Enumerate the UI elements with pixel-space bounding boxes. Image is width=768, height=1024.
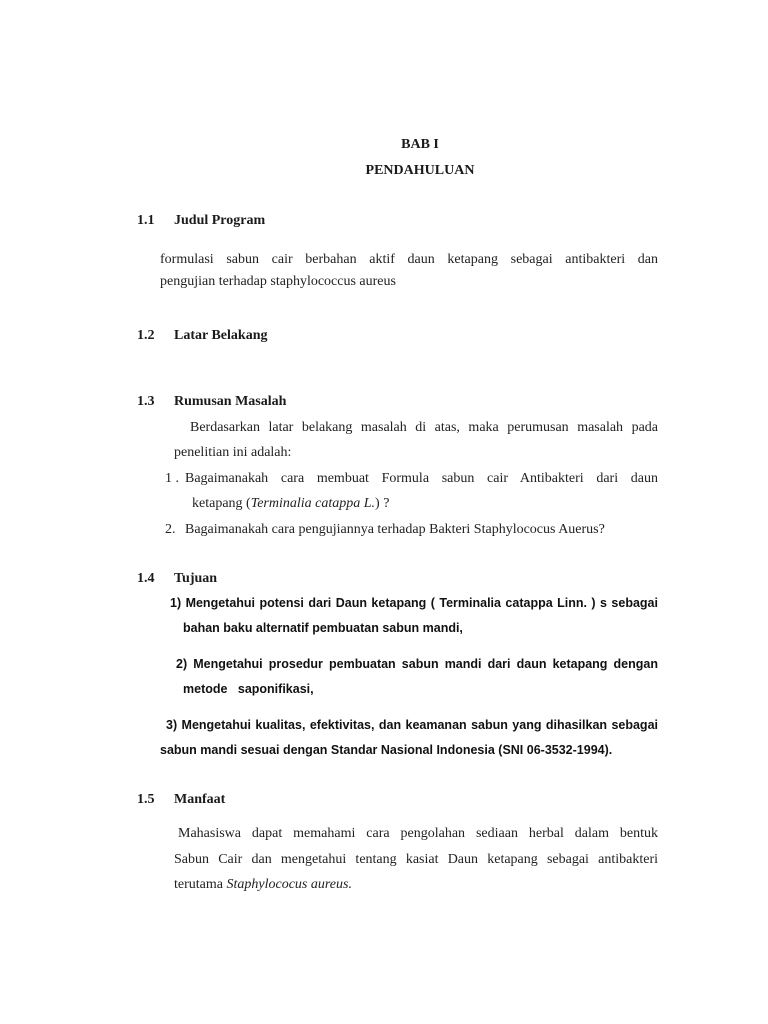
goal-line: 3) Mengetahui kualitas, efektivitas, dan keamanan sabun yang dihasilkan sebagai: [166, 718, 658, 732]
section-number: 1.2: [137, 328, 155, 343]
species-name: Staphylococus aureus.: [226, 877, 352, 892]
paragraph-line: penelitian ini adalah:: [174, 445, 292, 460]
section-heading: Tujuan: [174, 571, 218, 586]
paragraph-line: Sabun Cair dan mengetahui tentang kasiat Daun ketapang sebagai antibakteri: [174, 852, 658, 867]
list-number: 2.: [165, 522, 176, 537]
list-number: 1 .: [165, 471, 179, 486]
section-heading: Manfaat: [174, 792, 226, 807]
chapter-title: BAB I: [401, 137, 439, 152]
paragraph-line: Mahasiswa dapat memahami cara pengolahan sediaan herbal dalam bentuk: [178, 826, 658, 841]
paragraph-line: Berdasarkan latar belakang masalah di atas, maka perumusan masalah pada: [190, 420, 658, 435]
species-name: Terminalia catappa L.: [250, 496, 376, 511]
paragraph-line: [174, 874, 352, 896]
section-number: 1.1: [137, 213, 155, 228]
section-number: 1.4: [137, 571, 155, 586]
text-run: ) ?: [375, 496, 390, 511]
goal-line: bahan baku alternatif pembuatan sabun mandi,: [183, 621, 463, 635]
list-item-line: [192, 493, 389, 515]
goal-line: 1) Mengetahui potensi dari Daun ketapang ( Terminalia catappa Linn. ) s sebagai: [170, 596, 658, 610]
list-item-line: Bagaimanakah cara membuat Formula sabun cair Antibakteri dari daun: [185, 471, 658, 486]
goal-line: 2) Mengetahui prosedur pembuatan sabun mandi dari daun ketapang dengan: [176, 657, 658, 671]
list-item-line: Bagaimanakah cara pengujiannya terhadap Bakteri Staphylococus Auerus?: [185, 522, 605, 537]
section-heading: Judul Program: [174, 213, 266, 228]
goal-line: sabun mandi sesuai dengan Standar Nasional Indonesia (SNI 06-3532-1994).: [160, 743, 613, 757]
paragraph-line: pengujian terhadap staphylococcus aureus: [160, 274, 396, 289]
chapter-subtitle: PENDAHULUAN: [365, 163, 475, 178]
text-run: terutama: [174, 877, 227, 892]
paragraph-line: formulasi sabun cair berbahan aktif daun ketapang sebagai antibakteri dan: [160, 252, 658, 267]
section-heading: Rumusan Masalah: [174, 394, 287, 409]
section-number: 1.5: [137, 792, 155, 807]
section-heading: Latar Belakang: [174, 328, 268, 343]
section-number: 1.3: [137, 394, 155, 409]
text-run: ketapang (: [192, 496, 251, 511]
goal-line: metode saponifikasi,: [183, 682, 314, 696]
